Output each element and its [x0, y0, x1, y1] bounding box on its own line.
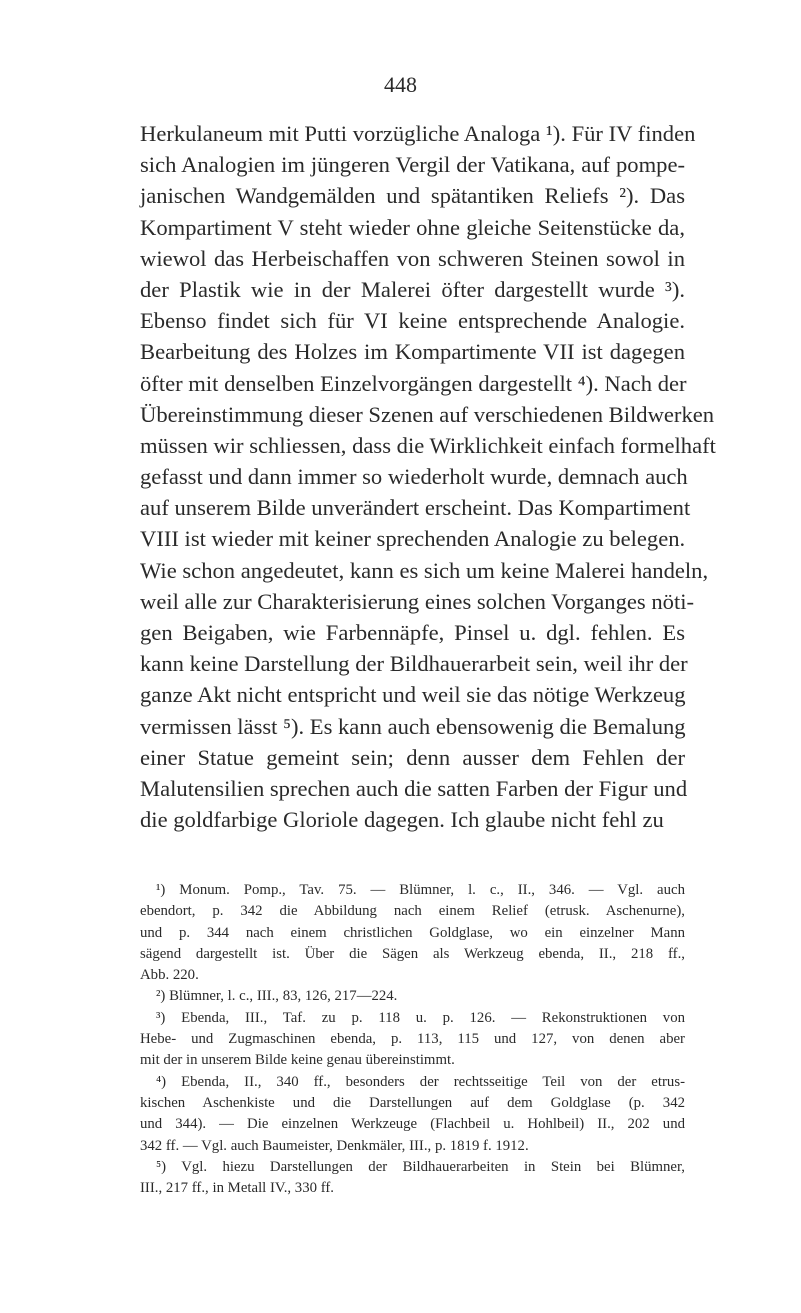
page-number: 448 — [384, 72, 417, 97]
footnote-line: sägend dargestellt ist. Über die Sägen als Werkzeug ebenda, II., 218 ff., — [140, 945, 685, 962]
body-text-line: Übereinstimmung dieser Szenen auf verschiedenen Bildwerken — [140, 401, 715, 427]
footnote-line: mit der in unserem Bilde keine genau übereinstimmt. — [140, 1052, 455, 1069]
body-text-line: Ebenso findet sich für VI keine entsprechende Analogie. — [140, 308, 685, 334]
footnote-line: ¹) Monum. Pomp., Tav. 75. — Blümner, l. c., II., 346. — Vgl. auch — [156, 882, 685, 898]
footnote — [140, 1072, 685, 1157]
footnote-line: 342 ff. — Vgl. auch Baumeister, Denkmäler, III., p. 1819 f. 1912. — [140, 1137, 529, 1154]
body-text-line: Wie schon angedeutet, kann es sich um keine Malerei handeln, — [140, 557, 709, 583]
body-text-line: müssen wir schliessen, dass die Wirklichkeit einfach formelhaft — [140, 432, 716, 458]
footnote-line: III., 217 ff., in Metall IV., 330 ff. — [140, 1180, 334, 1197]
body-text-line: die goldfarbige Gloriole dagegen. Ich glaube nicht fehl zu — [140, 807, 664, 833]
body-text — [140, 118, 716, 835]
footnote — [140, 986, 685, 1007]
body-text-line: gen Beigaben, wie Farbennäpfe, Pinsel u. dgl. fehlen. Es — [140, 620, 685, 645]
footnote-line: Abb. 220. — [140, 967, 199, 984]
body-text-line: gefasst und dann immer so wiederholt wurde, demnach auch — [140, 464, 688, 490]
body-text-line: weil alle zur Charakterisierung eines solchen Vorganges nöti- — [140, 588, 695, 614]
body-text-line: janischen Wandgemälden und spätantiken Reliefs ²). Das — [140, 183, 685, 209]
footnote — [140, 880, 685, 986]
footnote-line: ²) Blümner, l. c., III., 83, 126, 217—224. — [156, 988, 398, 1005]
footnote-line: Hebe- und Zugmaschinen ebenda, p. 113, 115 und 127, von denen aber — [140, 1031, 685, 1048]
footnote-line: ⁴) Ebenda, II., 340 ff., besonders der rechtsseitige Teil von der etrus- — [156, 1073, 685, 1090]
body-text-line: kann keine Darstellung der Bildhauerarbeit sein, weil ihr der — [140, 651, 688, 677]
footnote-line: ebendort, p. 342 die Abbildung nach einem Relief (etrusk. Aschenurne), — [140, 903, 685, 920]
body-text-line: sich Analogien im jüngeren Vergil der Vatikana, auf pompe- — [140, 152, 685, 178]
body-text-line: wiewol das Herbeischaffen von schweren Steinen sowol in — [140, 245, 685, 271]
footnote-line: ⁵) Vgl. hiezu Darstellungen der Bildhauerarbeiten in Stein bei Blümner, — [156, 1158, 685, 1175]
footnotes — [140, 880, 685, 1199]
body-text-line: Herkulaneum mit Putti vorzügliche Analoga ¹). Für IV finden — [140, 121, 696, 146]
body-text-line: öfter mit denselben Einzelvorgängen dargestellt ⁴). Nach der — [140, 370, 687, 396]
footnote-line: kischen Aschenkiste und die Darstellungen auf dem Goldglase (p. 342 — [140, 1094, 685, 1111]
footnote-line: ³) Ebenda, III., Taf. zu p. 118 u. p. 126. — Rekonstruktionen von — [156, 1009, 685, 1026]
footnote-line: und p. 344 nach einem christlichen Goldglase, wo ein einzelner Mann — [140, 924, 685, 941]
body-text-line: ganze Akt nicht entspricht und weil sie das nötige Werkzeug — [140, 682, 686, 708]
body-text-line: der Plastik wie in der Malerei öfter dargestellt wurde ³). — [140, 276, 685, 302]
footnote — [140, 1008, 685, 1072]
footnote — [140, 1157, 685, 1200]
body-text-line: Malutensilien sprechen auch die satten Farben der Figur und — [140, 775, 688, 801]
body-text-line: Bearbeitung des Holzes im Kompartimente VII ist dagegen — [140, 339, 685, 365]
body-text-line: auf unserem Bilde unverändert erscheint. Das Kompartiment — [140, 495, 691, 521]
body-text-line: VIII ist wieder mit keiner sprechenden Analogie zu belegen. — [140, 526, 686, 552]
footnote-line: und 344). — Die einzelnen Werkzeuge (Flachbeil u. Hohlbeil) II., 202 und — [140, 1116, 685, 1133]
body-text-line: einer Statue gemeint sein; denn ausser dem Fehlen der — [140, 744, 685, 770]
body-text-line: vermissen lässt ⁵). Es kann auch ebensowenig die Bemalung — [140, 713, 686, 739]
body-text-line: Kompartiment V steht wieder ohne gleiche Seitenstücke da, — [140, 214, 685, 240]
